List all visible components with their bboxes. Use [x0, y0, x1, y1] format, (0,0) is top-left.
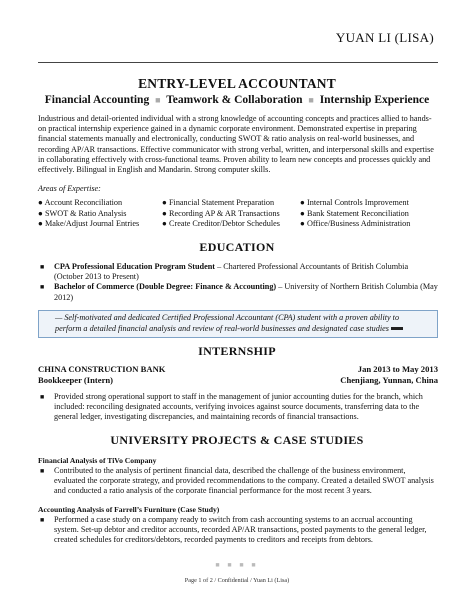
expertise-item: ● Bank Statement Reconciliation [300, 208, 409, 218]
page-divider-dots: ■ ■ ■ ■ [215, 561, 259, 569]
internship-location: Chenjiang, Yunnan, China [340, 375, 438, 385]
expertise-item: ● Make/Adjust Journal Entries [38, 219, 140, 228]
bullet-icon: ● [162, 198, 167, 207]
expertise-item: ● Financial Statement Preparation [162, 198, 275, 207]
focus-financial-accounting: Financial Accounting [44, 94, 150, 106]
project-title-tivo: Financial Analysis of TiVo Company [38, 456, 157, 465]
duty-item: ■ Provided strong operational support to staff in the management of junior accounting duties for the branch, which included: reconciling designated accounts, verifying invoices against source documents, transferring data to the general ledger, investigating discrepancies, and maintaining records of financial transactions. [40, 392, 423, 422]
resume-title: ENTRY-LEVEL ACCOUNTANT [138, 76, 336, 91]
focus-internship: Internship Experience [319, 94, 430, 106]
square-bullet-icon: ■ [40, 283, 45, 292]
square-bullet-icon: ■ [40, 467, 45, 475]
page-footer: Page 1 of 2 / Confidential / Yuan Li (Lisa) [184, 577, 290, 584]
separator-icon: ■ [308, 95, 314, 105]
square-bullet-icon: ■ [40, 263, 45, 271]
education-callout: — Self-motivated and dedicated Certified Professional Accountant (CPA) student with a proven ability to perform a detailed financial analysis and review of real-world businesses and designated case studies [38, 310, 438, 338]
bullet-icon: ● [38, 219, 43, 228]
dash-bar-icon [391, 327, 403, 330]
professional-summary: Industrious and detail-oriented individual with a strong knowledge of accounting concepts and practices allied to hands-on practical internship experience gained in a dynamic corporate environment. Demonstrated expertise in preparing financial statements manually and electronically, conducting SWOT & ratio analysis on real-world businesses, and recording AP/AR transactions. Effective communicator with strong verbal, written, and interpersonal skills and expertise in collaborating effectively with cross-functional teams. Proven ability to learn new concepts and processes quickly and effectively. Bilingual in English and Mandarin. Strong computer skills. [38, 114, 434, 175]
education-item: ■ Bachelor of Commerce (Double Degree: Finance & Accounting) – University of Northern British Columbia (May 2012) [40, 282, 438, 302]
bullet-icon: ● [38, 198, 43, 207]
internship-duties [38, 392, 438, 423]
expertise-column-1 [38, 198, 139, 230]
company-name: CHINA CONSTRUCTION BANK [38, 364, 166, 374]
education-list [38, 262, 438, 303]
project-title-farrells: Accounting Analysis of Farrell’s Furniture (Case Study) [38, 505, 220, 514]
expertise-item: ● Internal Controls Improvement [300, 198, 409, 207]
education-item: ■ CPA Professional Education Program Student – Chartered Professional Accountants of British Columbia (October 2013 to Present) [40, 262, 409, 282]
square-bullet-icon: ■ [40, 393, 45, 401]
project-tivo-details [38, 466, 438, 497]
role-title: Bookkeeper (Intern) [38, 375, 114, 385]
bullet-icon: ● [300, 219, 305, 228]
separator-icon: ■ [155, 95, 161, 105]
expertise-column-3 [300, 198, 410, 230]
candidate-name: YUAN LI (LISA) [335, 30, 434, 45]
internship-dates: Jan 2013 to May 2013 [357, 364, 438, 374]
bullet-icon: ● [162, 219, 167, 228]
bullet-icon: ● [300, 208, 305, 218]
project-item: ■ Performed a case study on a company ready to switch from cash accounting systems to an accrual accounting system. Set-up debtor and creditor accounts, recorded AP/AR transactions, posted payments to the general ledger, created schedules for creditors/debtors, recorded payments to creditors and receipts from debtors. [40, 515, 427, 545]
internship-company-row [38, 364, 438, 374]
bullet-icon: ● [300, 198, 305, 207]
bullet-icon: ● [162, 208, 167, 218]
expertise-column-2 [162, 198, 280, 230]
internship-role-row [38, 375, 438, 385]
expertise-item: ● Create Creditor/Debtor Schedules [162, 219, 280, 228]
expertise-item: ● Account Reconciliation [38, 198, 123, 207]
projects-heading: UNIVERSITY PROJECTS & CASE STUDIES [110, 433, 364, 447]
header-rule [38, 62, 438, 63]
bullet-icon: ● [38, 208, 43, 218]
square-bullet-icon: ■ [40, 516, 45, 524]
project-item: ■ Contributed to the analysis of pertinent financial data, described the challenge of the business environment, evaluated the corporate strategy, and provided recommendations to the company. Created a detailed SWOT analysis and conducted a ratio analysis of the corporate financial performance for the most recent 3 years. [40, 466, 434, 496]
expertise-item: ● Recording AP & AR Transactions [162, 208, 280, 218]
education-heading: EDUCATION [199, 240, 275, 254]
focus-teamwork: Teamwork & Collaboration [166, 94, 303, 106]
project-farrells-details [38, 515, 438, 546]
expertise-item: ● SWOT & Ratio Analysis [38, 208, 127, 218]
internship-heading: INTERNSHIP [198, 344, 276, 358]
expertise-label: Areas of Expertise: [38, 184, 101, 193]
expertise-item: ● Office/Business Administration [300, 219, 411, 228]
focus-areas [0, 94, 474, 106]
